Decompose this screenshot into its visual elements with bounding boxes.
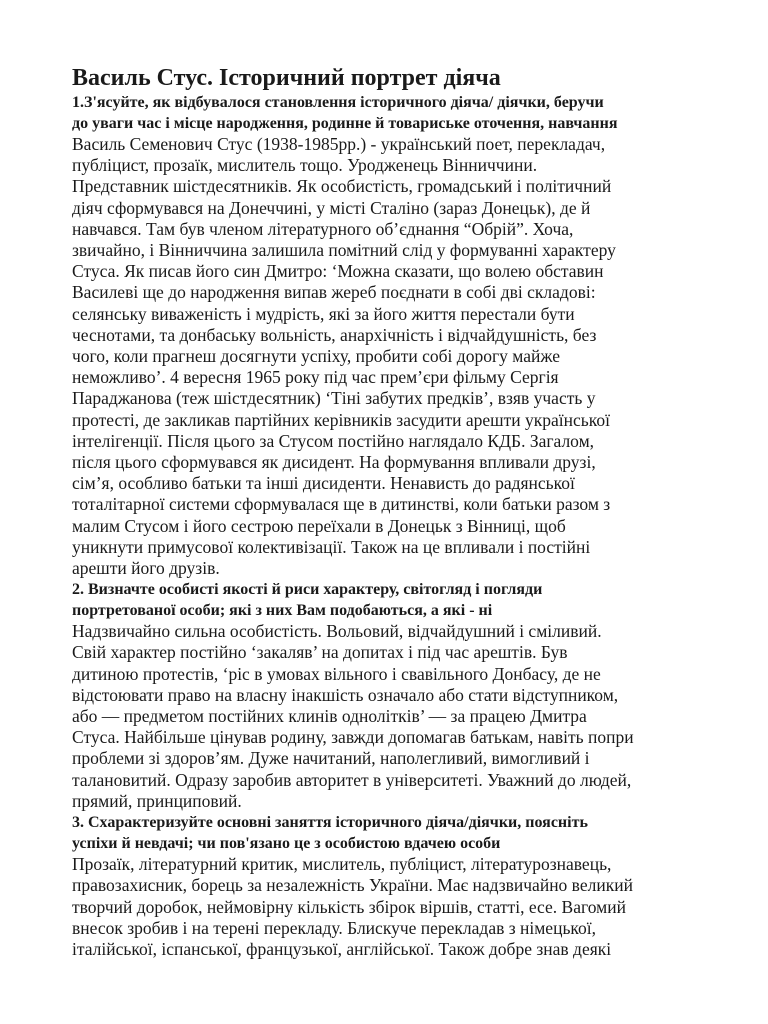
paragraph-line: малим Стусом і його сестрою переїхали в Донецьк з Вінниці, щоб — [72, 515, 566, 536]
paragraph-line: дитиною протестів, ‘ріс в умовах вільного і свавільного Донбасу, де не — [72, 663, 601, 684]
question-line: до уваги час і місце народження, родинне й товариське оточення, навчання — [72, 115, 618, 132]
paragraph-line: після цього сформувався як дисидент. На формування впливали друзі, — [72, 452, 596, 473]
paragraph-line: інтелігенції. Після цього за Стусом постійно наглядало КДБ. Загалом, — [72, 430, 595, 451]
paragraph-line: правозахисник, борець за незалежність України. Має надзвичайно великий — [72, 875, 633, 896]
paragraph-line: творчий доробок, неймовірну кількість збірок віршів, статті, есе. Вагомий — [72, 896, 626, 917]
document-page — [72, 64, 704, 960]
paragraph-line: тоталітарної системи сформувалася ще в дитинстві, коли батьки разом з — [72, 494, 611, 515]
section-1 — [72, 92, 704, 579]
question-line: портретованої особи; які з них Вам подобаються, а які - ні — [72, 602, 493, 620]
paragraph-line: діяч сформувався на Донеччині, у місті Сталіно (зараз Донецьк), де й — [72, 197, 591, 218]
question-line: успіхи й невдачі; чи пов'язано це з особистою вдачею особи — [72, 835, 501, 853]
section-2-question — [72, 579, 704, 621]
paragraph-line: Василь Семенович Стус (1938-1985рр.) - український поет, перекладач, — [72, 134, 606, 154]
paragraph-line: чеснотами, та донбаську вольність, анархічність і відчайдушність, без — [72, 324, 597, 345]
paragraph-line: уникнути примусової колективізації. Також на це впливали і постійні — [72, 536, 591, 557]
paragraph-line: Параджанова (теж шістдесятник) ‘Тіні забутих предків’, взяв участь у — [72, 388, 596, 409]
paragraph-line: талановитий. Одразу заробив авторитет в університеті. Уважний до людей, — [72, 769, 632, 790]
paragraph-line: італійської, іспанської, французької, англійської. Також добре знав деякі — [72, 938, 612, 959]
question-line: 1.З'ясуйте, як відбувалося становлення історичного діяча/ діячки, беручи — [72, 94, 604, 111]
paragraph-line: публіцист, прозаїк, мислитель тощо. Уродженець Вінниччини. — [72, 155, 538, 176]
question-line: 3. Схарактеризуйте основні заняття історичного діяча/діячки, поясніть — [72, 814, 588, 832]
paragraph-line: Представник шістдесятників. Як особистість, громадський і політичний — [72, 176, 612, 197]
section-2-answer — [72, 621, 704, 812]
section-2 — [72, 579, 704, 812]
paragraph-line: неможливо’. 4 вересня 1965 року під час прем’єри фільму Сергія — [72, 367, 559, 388]
paragraph-line: протесті, де закликав партійних керівників засудити арешти української — [72, 409, 610, 430]
paragraph-line: Прозаїк, літературний критик, мислитель, публіцист, літературознавець, — [72, 854, 612, 875]
paragraph-line: арешти його друзів. — [72, 558, 220, 579]
section-3-question — [72, 812, 704, 854]
paragraph-line: сім’я, особливо батьки та інші дисиденти. Ненависть до радянської — [72, 473, 575, 494]
paragraph-line: чого, коли прагнеш досягнути успіху, пробити собі дорогу майже — [72, 346, 560, 367]
paragraph-line: Стуса. Найбільше цінував родину, завжди допомагав батькам, навіть попри — [72, 727, 634, 748]
paragraph-line: Свій характер постійно ‘закаляв’ на допитах і під час арештів. Був — [72, 642, 568, 663]
paragraph-line: навчався. Там був членом літературного об’єднання “Обрій”. Хоча, — [72, 218, 574, 239]
paragraph-line: внесок зробив і на терені перекладу. Блискуче перекладав з німецької, — [72, 917, 597, 938]
section-3-answer — [72, 854, 704, 960]
paragraph-line: Стуса. Як писав його син Дмитро: ‘Можна сказати, що волею обставин — [72, 261, 604, 282]
paragraph-line: або — предметом постійних клинів однолітків’ — за працею Дмитра — [72, 706, 587, 727]
section-1-question — [72, 92, 704, 134]
paragraph-line: проблеми зі здоров’ям. Дуже начитаний, наполегливий, вимогливий і — [72, 748, 590, 769]
section-3 — [72, 812, 704, 960]
section-1-answer — [72, 134, 704, 579]
paragraph-line: звичайно, і Вінниччина залишила помітний слід у формуванні характеру — [72, 240, 616, 261]
paragraph-line: Василеві ще до народження випав жереб поєднати в собі дві складові: — [72, 282, 596, 303]
paragraph-line: відстоювати право на власну інакшість означало або стати відступником, — [72, 684, 619, 705]
document-title: Василь Стус. Історичний портрет діяча — [72, 65, 501, 91]
paragraph-line: селянську виваженість і мудрість, які за його життя перестали бути — [72, 303, 575, 324]
paragraph-line: прямий, принциповий. — [72, 790, 242, 811]
question-line: 2. Визначте особисті якості й риси характеру, світогляд і погляди — [72, 581, 543, 599]
paragraph-line: Надзвичайно сильна особистість. Вольовий, відчайдушний і сміливий. — [72, 621, 602, 642]
